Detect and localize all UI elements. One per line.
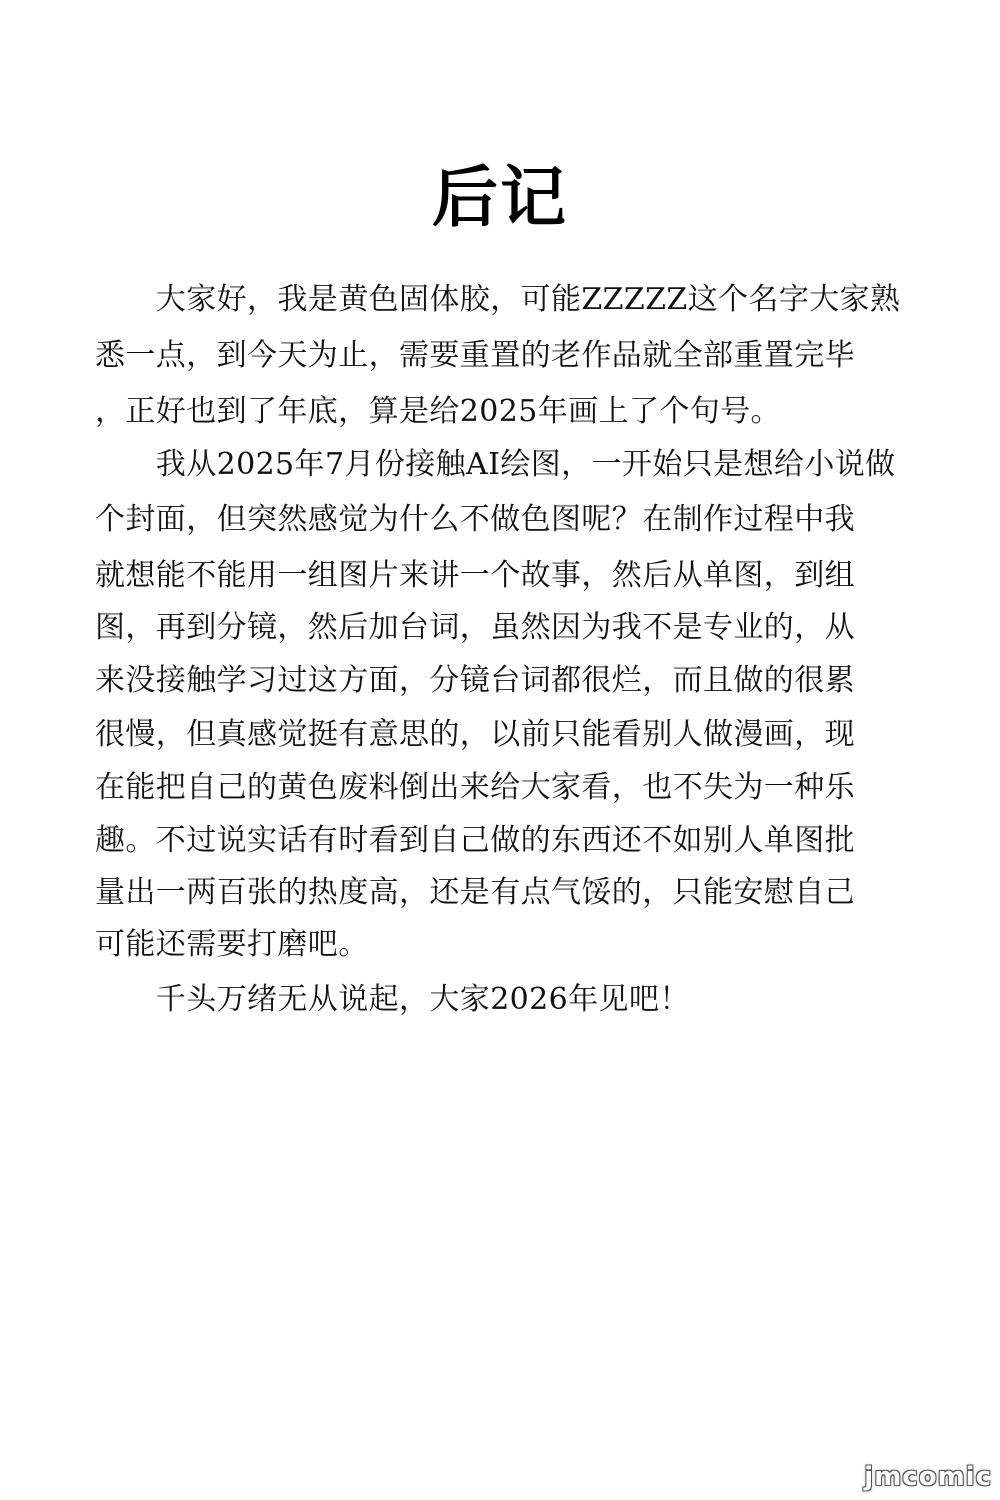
text-line: 大家好，我是黄色固体胶，可能ZZZZZ这个名字大家熟 [95, 282, 901, 317]
text-line: 我从2025年7月份接触AI绘图，一开始只是想给小说做 [95, 447, 896, 482]
page-title: 后记 [432, 159, 568, 236]
text-line: 图，再到分镜，然后加台词，虽然因为我不是专业的，从 [95, 610, 855, 645]
text-line: 就想能不能用一组图片来讲一个故事，然后从单图，到组 [95, 558, 855, 593]
text-line: 趣。不过说实话有时看到自己做的东西还不如别人单图批 [95, 823, 855, 858]
watermark-logo: jmcomic [864, 1462, 992, 1492]
text-line: 量出一两百张的热度高，还是有点气馁的，只能安慰自己 [95, 875, 855, 910]
text-line: 千头万绪无从说起，大家2026年见吧！ [95, 982, 690, 1017]
text-line: ，正好也到了年底，算是给2025年画上了个句号。 [95, 394, 781, 429]
text-line: 个封面，但突然感觉为什么不做色图呢？在制作过程中我 [95, 502, 855, 537]
text-line: 悉一点，到今天为止，需要重置的老作品就全部重置完毕 [95, 338, 855, 373]
text-line: 在能把自己的黄色废料倒出来给大家看，也不失为一种乐 [95, 770, 855, 805]
text-line: 来没接触学习过这方面，分镜台词都很烂，而且做的很累 [95, 663, 855, 698]
text-line: 很慢，但真感觉挺有意思的，以前只能看别人做漫画，现 [95, 717, 855, 752]
text-line: 可能还需要打磨吧。 [95, 927, 369, 962]
